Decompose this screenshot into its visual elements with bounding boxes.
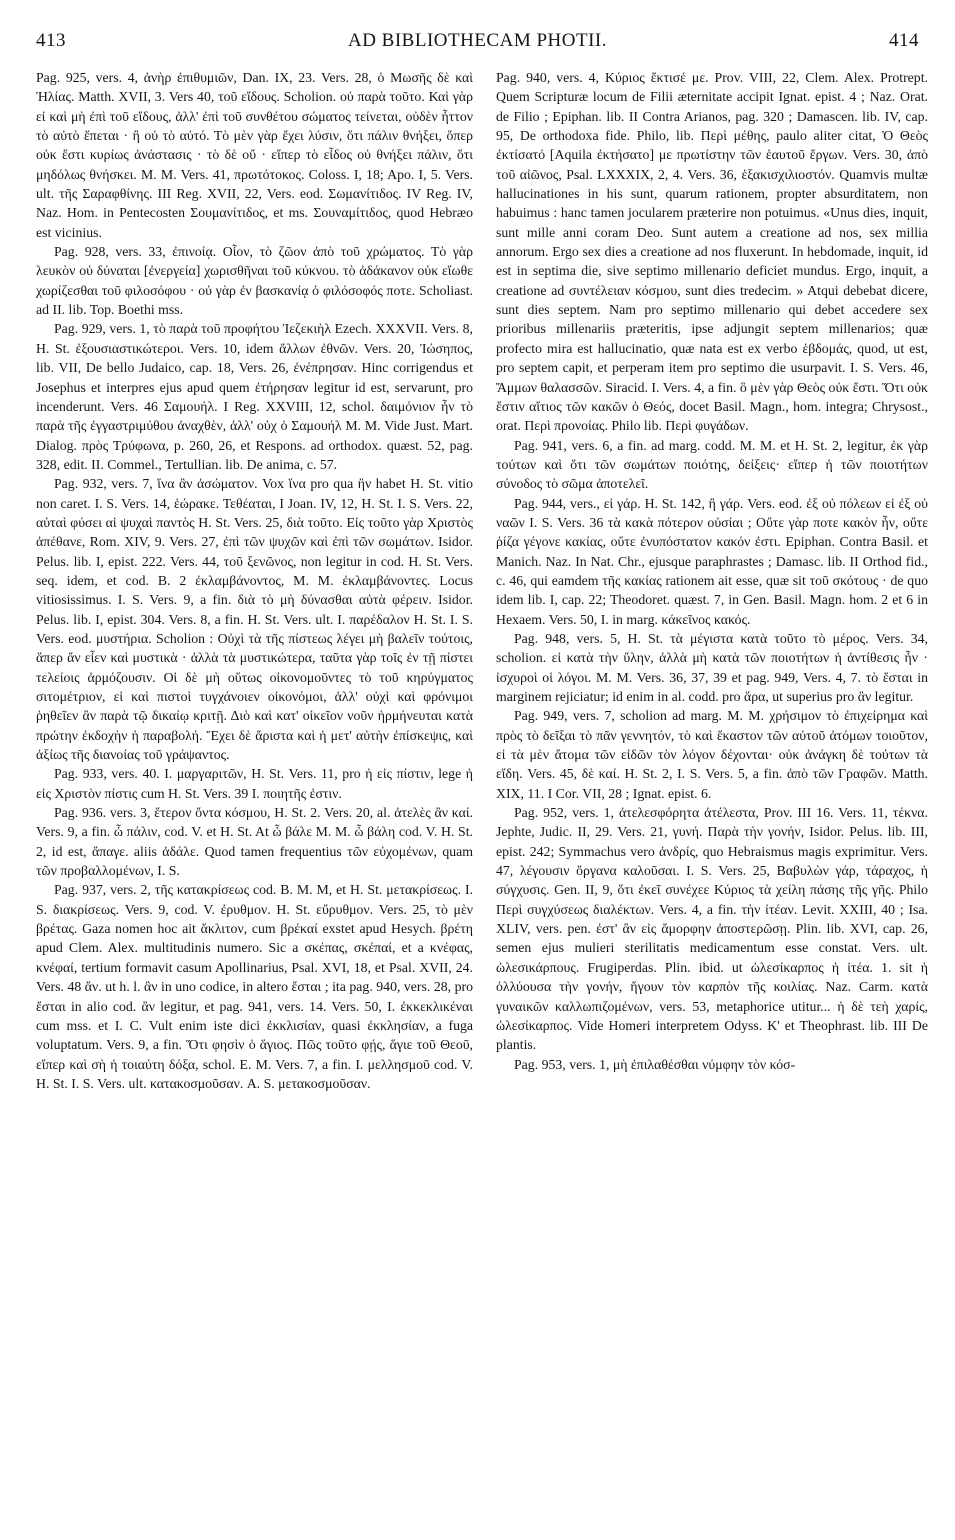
note-paragraph: Pag. 928, vers. 33, ἐπινοίᾳ. Οἷον, τὸ ζῶον ἀπὸ τοῦ χρώματος. Τὸ γὰρ λευκὸν οὐ δύναται [ἐνεργεία] χωρισθῆναι τοῦ κύκνου. τὸ ἀδάκανον οὐκ εἴωθε χωρίζεσθαι τοῦ φιλοσόφου · οὐ γὰρ ἐν βασκανίᾳ ὁ φιλόσοφός ποτε. Scholiast. ad II. lib. Top. Boethi mss.: [36, 244, 473, 318]
page-number-left: 413: [36, 30, 66, 51]
note-paragraph: Pag. 941, vers. 6, a fin. ad marg. codd. M. M. et H. St. 2, legitur, ἐκ γὰρ τούτων καὶ ὅτι τῶν σωμάτων ποιότης, δείξεις· εἴπερ ἡ τῶν ποιοτήτων σύνοδος τὸ σῶμα ἀποτελεῖ.: [496, 437, 928, 492]
right-column: [496, 68, 928, 1530]
note-paragraph: Pag. 925, vers. 4, ἀνὴρ ἐπιθυμιῶν, Dan. IX, 23. Vers. 28, ὁ Μωσῆς δὲ καὶ Ἠλίας. Matth. XVII, 3. Vers 40, τοῦ εἴδους. Scholion. οὐ παρὰ τοῦτο. Καὶ γὰρ εἰ καὶ μὴ ἐπὶ τοῦ εἴδους, ἀλλ' ἐπὶ τοῦ συνθέτου σώματος τείνεται, οὐδὲν ἧττον τὸ αὐτὸ ἕπεται · ἢ οὐ τὸ αὐτό. Τὸ μὲν γὰρ ἔχει λύσιν, ὅτι πάλιν θνήξει, ὅπερ οὐκ ἔστι κυρίως ἀνάστασις · τὸ δὲ οὔ · εἴπερ τὸ εἶδος οὐ θνήξει πάλιν, ὅτι μηδόλως θνήσκει. M. M. Vers. 41, πρωτότοκος. Coloss. I, 18; Apo. I, 5. Vers. ult. τῆς Σαραφθίνης. III Reg. XVII, 22, Vers. eod. Σωμανίτιδος. IV Reg. IV, Naz. Hom. in Pentecosten Σουμανίτιδος, et ms. Σουναμίτιδος, quod Hebræo est vicinius.: [36, 70, 473, 240]
note-paragraph: Pag. 937, vers. 2, τῆς κατακρίσεως cod. B. M. M, et H. St. μετακρίσεως. I. S. διακρίσεως. Vers. 9, cod. V. ἐρυθμον. H. St. εὔρυθμον. Vers. 25, τὸ μὲν βρέτας. Gaza nomen hoc ait ἄκλιτον, cum βρέκαί exstet apud Hesych. βρέτη apud Clem. Alex. multitudinis numero. Sic a σκέπας, σκέπαί, et a κνέφας, κνέφαί, tertium formavit casum Apollinarius, Psal. XVI, 18, et Psal. XVII, 24. Vers. 48 ἄν. ut h. l. ἂν in uno codice, in altero ἔσται ; ita pag. 940, vers. 28, pro ἔσται in alio cod. ἂν legitur, et pag. 941, vers. 14. Vers. 50, I. ἐκκεκλικέναι cum mss. et I. C. Vult enim iste dici ἐκκλισίαν, quasi ἐκκλησίαν, a fuga voluptatum. Vers. 9, a fin. Ὅτι φησὶν ὁ ἅγιος. Πῶς τοῦτο φῄς, ἅγιε τοῦ Θεοῦ, εἴπερ καὶ σὴ ἡ τοιαύτη δόξα, schol. E. M. Vers. 7, a fin. I. μελλησμοῦ cod. V. H. St. I. S. Vers. ult. κατακοσμοῦσαν. A. S. μετακοσμοῦσαν.: [36, 882, 473, 1091]
note-paragraph: Pag. 949, vers. 7, scholion ad marg. M. M. χρήσιμον τὸ ἐπιχείρημα καὶ πρὸς τὸ δεῖξαι τὸ πᾶν γεννητόν, τὸ καὶ ἕκαστον τῶν αὐτοῦ ἀτόμων τοιοῦτον, εἰ τὰ μὲν ἄτομα τῶν εἰδῶν τὸν λόγον δέχονται· οὐκ ἀνάγκη δὲ τούτων τὰ εἴδη. Vers. 45, δὲ καί. H. St. 2, I. S. Vers. 5, a fin. ἀπὸ τῶν Γραφῶν. Matth. XIX, 11. I Cor. VII, 28 ; Ignat. epist. 6.: [496, 708, 928, 801]
running-header: [28, 30, 927, 56]
note-paragraph: Pag. 936. vers. 3, ἕτερον ὄντα κόσμου, H. St. 2. Vers. 20, al. ἀτελὲς ἂν καί. Vers. 9, a fin. ὦ πάλιν, cod. V. et H. St. At ὦ βάλε M. M. ὦ βάλη cod. V. H. St. 2, id est, ἄπαγε. aliis ἀδάλε. Quod tamen frequentius τῶν εὐχομένων, quam τῶν προβαλλομένων, I. S.: [36, 805, 473, 879]
note-paragraph: Pag. 932, vers. 7, ἵνα ἂν ἀσώματον. Vox ἵνα pro qua ἢν habet H. St. vitio non caret. I. S. Vers. 14, ἑώρακε. Τεθέαται, I Joan. IV, 12, H. St. I. S. Vers. 22, αὐταὶ φύσει αἱ ψυχαὶ παντὸς H. St. Vers. 25, διὰ τοῦτο. Εἰς τοῦτο γὰρ Χριστὸς ἀπέθανε, Rom. XIV, 9. Vers. 27, ἐπὶ τῶν ψυχῶν καὶ ἐπὶ τῶν σωμάτων. Isidor. Pelus. lib. I, epist. 222. Vers. 44, τοῦ ξενῶνος, non legitur in cod. H. St. Vers. seq. idem, et cod. B. 2 ἐκλαμβάνοντος, M. M. ἐκλαμβάνοντες. Locus vitiosissimus. I. S. Vers. 9, a fin. διὰ τὸ μὴ δύνασθαι αὐτὰ φέρειν. Isidor. Pelus. lib. I, epist. 304. Vers. 8, a fin. H. St. Vers. ult. I. παρέδαλον H. St. I. S. Vers. eod. μυστήρια. Scholion : Οὐχὶ τὰ τῆς πίστεως λέγει μὴ βαλεῖν τούτοις, ἅπερ ἄν εἶεν καὶ μυστικὰ · ἀλλὰ τὰ μυστικώτερα, ταῦτα γὰρ τοῖς ἐν τῇ πίστει τελείοις ἁρμόζουσιν. Οἱ δὲ μὴ οὕτως οἰκονομοῦντες τὸ τοῦ κηρύγματος σιτομέτριον, εἰ καὶ πιστοὶ τυγχάνοιεν οἰκονόμοι, ἀλλ' οὐχὶ καὶ φρόνιμοι ῥηθεῖεν ἂν παρὰ τῷ δικαίῳ κριτῇ. Διὸ καὶ κατ' οἰκεῖον νοῦν ἡρμήνευται κατὰ πρώτην ἐκδοχὴν ἡ παραβολή. Ἔχει δὲ ἄριστα καὶ ἡ μετ' αὐτὴν ἐπίσκεψις, καὶ ἀξίως τῆς διανοίας τοῦ γράψαντος.: [36, 476, 473, 763]
note-paragraph: Pag. 948, vers. 5, H. St. τὰ μέγιστα κατὰ τοῦτο τὸ μέρος. Vers. 34, scholion. εἰ κατὰ τὴν ὕλην, ἀλλὰ μὴ κατὰ τῶν ποιοτήτων ἡ ἀντίθεσις ἦν · ἰσχυροὶ οἱ λόγοι. M. M. Vers. 36, 37, 39 et pag. 949, Vers. 4, 7. τὸ ἔσται in marginem rejiciatur; id enim in al. codd. pro ἄρα, ut superius pro ἂν legitur.: [496, 630, 928, 704]
running-title: AD BIBLIOTHECAM PHOTII.: [347, 30, 607, 51]
note-paragraph: Pag. 952, vers. 1, ἀτελεσφόρητα ἀτέλεστα, Prov. III 16. Vers. 11, τέκνα. Jephte, Judic. II, 29. Vers. 21, γυνή. Παρὰ τὴν γονήν, Isidor. Pelus. lib. III, epist. 242; Symmachus vero ἀνδρίς, quo Hebraismus magis exprimitur. Vers. 47, λέγουσιν ὄργανα καλοῦσαι. I. S. Vers. 25, Βαβυλὼν γάρ, τάραχος, ἡ σύγχυσις. Gen. II, 9, ὅτι ἐκεῖ συνέχεε Κύριος τὰ χείλη πάσης τῆς γῆς. Philo Περὶ συγχύσεως διαλέκτων. Vers. 4, a fin. τὴν ἰτέαν. Levit. XXIII, 40 ; Isa. XLIV, vers. pen. ἐστ' ἂν εἰς ἄμορφην ἀποστερῶσῃ. Plin. lib. XVI, cap. 26, semen ejus mulieri sterilitatis medicamentum esse constat. Vers. ult. ὠλεσικάρπους. Frugiperdas. Plin. ibid. ut ὠλεσίκαρπος ἡ ἰτέα. 1. sit ἡ ὀλλύουσα τὴν γονήν, ἤγουν τὸν καρπὸν τῆς κοιλίας. Naz. Carm. κατὰ γυναικῶν καλλωπιζομένων, vers. 53, metaphorice utitur... ἡ δὲ τεὴ χαρίς, ὠλεσίκαρπος. Vide Homeri interpretem Odyss. K' et Theophrast. lib. III De plantis.: [496, 805, 928, 1053]
note-paragraph: Pag. 933, vers. 40. I. μαργαριτῶν, H. St. Vers. 11, pro ἡ εἰς πίστιν, lege ἡ εἰς Χριστὸν πίστις cum H. St. Vers. 39 I. ποιητῆς ἐστιν.: [36, 766, 473, 801]
page-number-right: 414: [889, 30, 919, 51]
note-paragraph: Pag. 944, vers., εἰ γάρ. H. St. 142, ἢ γάρ. Vers. eod. ἐξ οὐ πόλεων εἰ ἐξ οὐ ναῶν I. S. Vers. 36 τὰ κακὰ πότερον οὐσίαι ; Οὔτε γὰρ ποτε κακὸν ἦν, οὔτε ῥίζα γέγονε κακίας, οὔτε ἐνυπόστατον κακόν ἐστι. Epiphan. Contra Basil. et Manich. Naz. In Nat. Chr., ejusque paraphrastes ; Damasc. lib. II Orthod fid., c. 46, qui eamdem τῆς κακίας rationem ait esse, quæ sit τοῦ σκότους · de quo idem lib. I, cap. 22; Theodoret. quæst. 7, in Gen. Basil. Magn. hom. 2 et 6 in Hexaem. Vers. 50, I. in marg. κάκεῖνος κακός.: [496, 495, 928, 627]
note-paragraph: Pag. 929, vers. 1, τὸ παρὰ τοῦ προφήτου Ἰεζεκιὴλ Ezech. XXXVII. Vers. 8, H. St. ἐξουσιαστικώτεροι. Vers. 10, idem ἄλλων ἐθνῶν. Vers. 20, Ἰώσηπος, lib. VII, De bello Judaico, cap. 18, Vers. 26, ἐνέπρησαν. Hinc corrigendus et Josephus et interpres ejus apud quem ἐτήρησαν legitur id est, servarunt, pro incenderunt. Vers. 46 Σαμουήλ. I Reg. XXVIII, 12, schol. δαιμόνιον ἦν τὸ παρὰ τῆς ἐγγαστριμύθου ἀναχθὲν, ἀλλ' οὐχ ὁ Σαμουήλ M. M. Vide Just. Mart. Dialog. πρὸς Τρύφωνα, p. 260, 26, et Respons. ad orthodox. quæst. 52, pag. 328, edit. II. Commel., Tertullian. lib. De anima, c. 57.: [36, 321, 473, 472]
note-paragraph: Pag. 953, vers. 1, μὴ ἐπιλαθέσθαι νύμφην τὸν κόσ-: [514, 1056, 796, 1072]
note-paragraph: Pag. 940, vers. 4, Κύριος ἔκτισέ με. Prov. VIII, 22, Clem. Alex. Protrept. Quem Scripturæ locum de Filii æternitate accipit Ignat. epist. 4 ; Naz. Orat. de Filio ; Epiphan. lib. II Contra Arianos, pag. 320 ; Damascen. lib. IV, cap. 95, De orthodoxa fide. Philo, lib. Περὶ μέθης, paulo aliter citat, Ὁ Θεὸς ἐκτίσατό [Aquila ἐκτήσατο] με πρωτίστην τῶν ἑαυτοῦ ἔργων. Vers. 30, ἀπὸ τοῦ αἰῶνος, Psal. LXXXIX, 2, 4. Vers. 36, ἑξακισχιλιοστόν. Quamvis multæ hallucinationes in his sunt, quarum rationem, propter absurditatem, non habuimus : hanc tamen jocularem præterire non potuimus. «Unus dies, inquit, sunt mille anni coram Deo. Sunt autem a creatione ad nos, sex millia annorum. Ergo sex dies a creatione ad nos fluxerunt. In hebdomade, inquit, id est in septima die, sive septimo millenario deficiet mundus. Ergo, inquit, a creatione ad συντέλειαν κόσμου, sunt dies tredecim. » Atqui debebat dicere, sunt dies septem. Nam pro septimo millenario qui debet accedere sex prioribus millenariis præteritis, ipse adjungit septem millenarios; quæ profecto mira est hallucinatio, quæ nata est ex verbo ἑβδομάς, quod, ut est, pro septem capit, et perperam item pro septimo die usurpavit. I. S. Vers. 46, Ἄμμων θαλασσῶν. Siracid. I. Vers. 4, a fin. ὃ μὲν γὰρ Θεὸς οὐκ ἔστι. Ὅτι οὐκ ἔστιν αἴτιος τῶν κακῶν ὁ Θεός, docet Basil. Magn., hom. integra; Chrysost., orat. Περὶ προνοίας. Philo lib. Περὶ φυγάδων.: [496, 70, 928, 434]
left-column: [36, 68, 473, 1530]
